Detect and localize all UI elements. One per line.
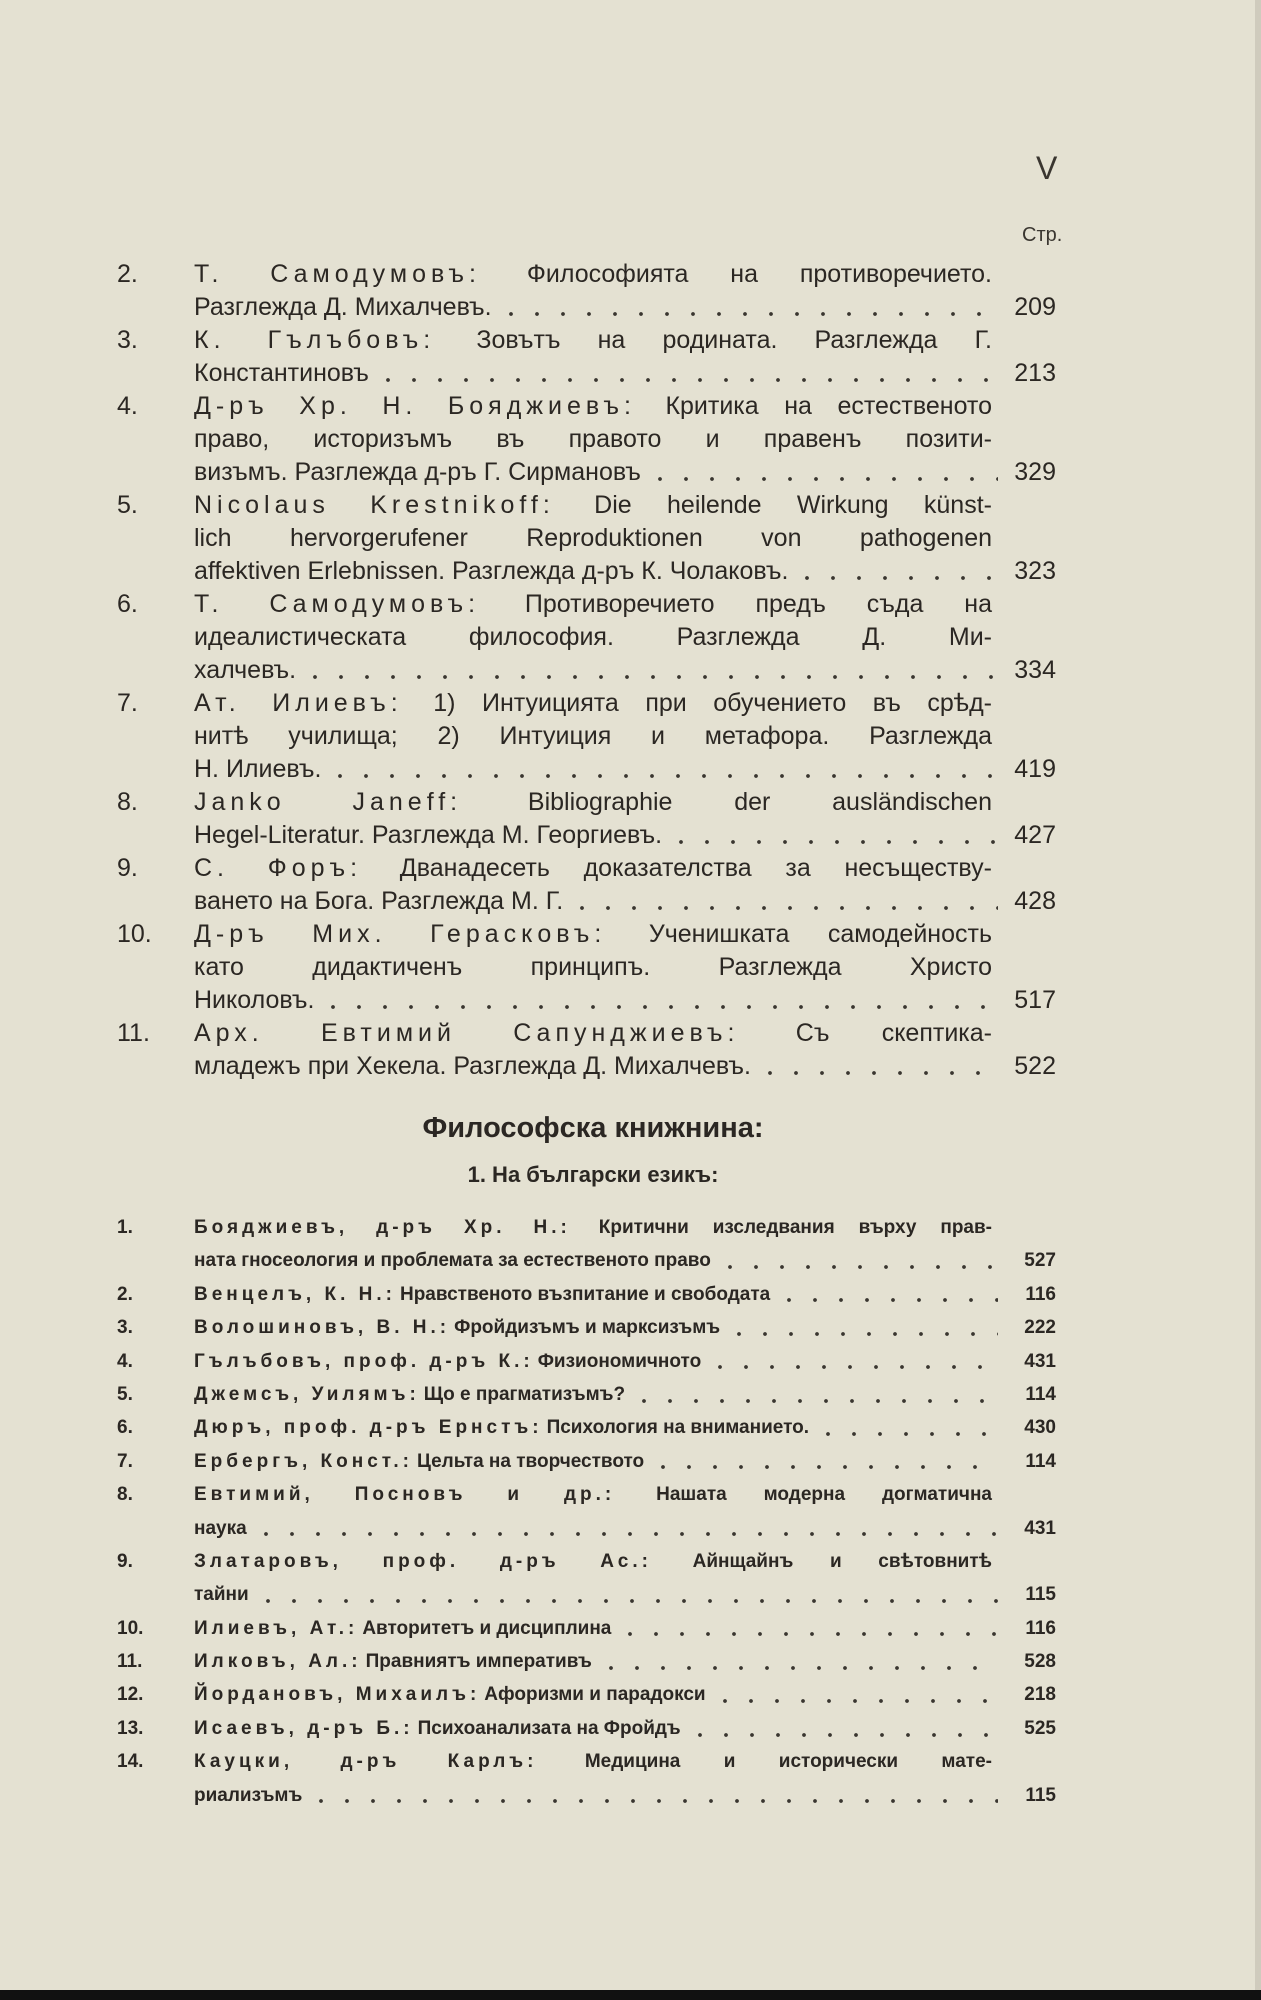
page-number: V bbox=[1036, 150, 1058, 186]
entry-title: Разглежда Д. Михалчевъ. bbox=[194, 293, 492, 321]
entry-number: 1. bbox=[117, 1217, 133, 1238]
entry-line bbox=[117, 654, 1056, 687]
list-entry bbox=[117, 1545, 1056, 1612]
entry-page: 528 bbox=[1024, 1651, 1056, 1673]
entry-title: Психология на вниманието. bbox=[546, 1417, 810, 1439]
entry-page: 431 bbox=[1024, 1350, 1056, 1372]
entry-number: 10. bbox=[117, 920, 152, 948]
entry-number: 11. bbox=[117, 1019, 150, 1047]
entry-author: Janko Janeff: bbox=[194, 788, 463, 816]
dot-leader bbox=[569, 903, 998, 913]
entry-page: 329 bbox=[1014, 458, 1056, 486]
entry-number: 9. bbox=[117, 1550, 133, 1572]
entry-page: 430 bbox=[1024, 1417, 1056, 1439]
entry-page: 431 bbox=[1024, 1517, 1056, 1539]
entry-author: Т. Самодумовъ: bbox=[194, 260, 481, 288]
entry-title: халчевъ. bbox=[194, 656, 297, 684]
entry-page: 115 bbox=[1025, 1784, 1056, 1806]
entry-title: нитѣ училища; 2) Интуиция и метафора. Разглежда bbox=[194, 722, 992, 750]
entry-number: 7. bbox=[117, 1450, 133, 1472]
entry-page: 527 bbox=[1024, 1250, 1056, 1272]
entry-author: Т. Самодумовъ: bbox=[194, 590, 481, 618]
list-entry bbox=[117, 1645, 1056, 1678]
entry-title: 1) Интуицията при обучението въ срѣд- bbox=[433, 689, 992, 717]
scan-border bbox=[0, 1990, 1261, 2000]
entry-line bbox=[117, 588, 1056, 621]
entry-author: К. Гълъбовъ: bbox=[194, 326, 436, 354]
entry-page: 323 bbox=[1014, 557, 1056, 585]
dot-leader bbox=[327, 771, 998, 781]
entry-title: наука bbox=[194, 1517, 247, 1539]
list-entry bbox=[117, 687, 1056, 786]
entry-title: Съ скептика- bbox=[795, 1019, 992, 1047]
list-entry bbox=[117, 1211, 1056, 1278]
entry-title: Що е прагматизъмъ? bbox=[423, 1383, 626, 1405]
entry-author: Илиевъ, Ат.: bbox=[194, 1617, 359, 1639]
entry-title: Критика на естественото bbox=[665, 392, 993, 420]
entry-title: Нашата модерна догматична bbox=[656, 1484, 992, 1506]
entry-title: ването на Бога. Разглежда М. Г. bbox=[194, 887, 564, 915]
dot-leader bbox=[498, 309, 998, 319]
entry-title: Die heilende Wirkung künst- bbox=[594, 491, 992, 519]
entry-author: С. Форъ: bbox=[194, 854, 363, 882]
entry-title: Авторитетъ и дисциплина bbox=[362, 1617, 612, 1639]
list-entry bbox=[117, 1678, 1056, 1711]
entry-title: младежъ при Хекела. Разглежда Д. Михалчевъ. bbox=[194, 1052, 751, 1080]
dot-leader bbox=[598, 1663, 998, 1673]
list-entry bbox=[117, 1278, 1056, 1311]
entry-title: Противоречието предъ съда на bbox=[524, 590, 992, 618]
list-entry bbox=[117, 258, 1056, 324]
list-entry bbox=[117, 390, 1056, 489]
entry-page: 213 bbox=[1014, 359, 1056, 387]
entry-author: Д-ръ Хр. Н. Бояджиевъ: bbox=[194, 392, 636, 420]
entry-line bbox=[117, 852, 1056, 885]
entry-title: Критични изследвания върху прав- bbox=[598, 1217, 992, 1238]
entry-line bbox=[117, 291, 1056, 324]
entry-number: 10. bbox=[117, 1617, 144, 1639]
entry-line bbox=[117, 1678, 1056, 1711]
dot-leader bbox=[302, 672, 998, 682]
entry-author: Исаевъ, д-ръ Б.: bbox=[194, 1717, 414, 1739]
entry-line bbox=[117, 1478, 1056, 1511]
entry-title: Дванадесеть доказателства за несъществу- bbox=[399, 854, 992, 882]
list-entry bbox=[117, 918, 1056, 1017]
entry-title: Hegel-Literatur. Разглежда М. Георгиевъ. bbox=[194, 821, 663, 849]
entry-number: 3. bbox=[117, 326, 138, 354]
entry-title: Физиономичното bbox=[537, 1350, 702, 1372]
dot-leader bbox=[647, 474, 998, 484]
dot-leader bbox=[631, 1396, 998, 1406]
list-entry bbox=[117, 786, 1056, 852]
entry-line bbox=[117, 1411, 1056, 1444]
entry-title: Цельта на творчеството bbox=[417, 1450, 645, 1472]
entry-number: 5. bbox=[117, 1383, 133, 1405]
list-entry bbox=[117, 1712, 1056, 1745]
entry-title: Н. Илиевъ. bbox=[194, 755, 322, 783]
entry-line bbox=[117, 1645, 1056, 1678]
entry-number: 11. bbox=[117, 1651, 143, 1673]
entry-line bbox=[117, 258, 1056, 291]
page-edge bbox=[1255, 0, 1261, 2000]
entry-line bbox=[117, 786, 1056, 819]
entry-title: Философията на противоречието. bbox=[526, 260, 993, 288]
entry-number: 2. bbox=[117, 1283, 133, 1305]
dot-leader bbox=[707, 1362, 998, 1372]
dot-leader bbox=[794, 573, 998, 583]
entry-line bbox=[117, 1712, 1056, 1745]
section-title: Философска книжнина: bbox=[422, 1112, 764, 1144]
entry-title: визъмъ. Разглежда д-ръ Г. Сирмановъ bbox=[194, 458, 641, 486]
list-entry bbox=[117, 1311, 1056, 1344]
entry-line bbox=[117, 951, 1056, 984]
entry-line bbox=[117, 1244, 1056, 1277]
list-entry bbox=[117, 489, 1056, 588]
entry-number: 14. bbox=[117, 1751, 144, 1773]
entry-author: Илковъ, Ал.: bbox=[194, 1651, 362, 1673]
dot-leader bbox=[712, 1696, 998, 1706]
dot-leader bbox=[320, 1002, 998, 1012]
entry-title: риализъмъ bbox=[194, 1784, 303, 1806]
entry-author: Nicolaus Krestnikoff: bbox=[194, 491, 555, 519]
page-column-header: Стр. bbox=[1022, 224, 1063, 246]
entry-author: Волошиновъ, В. Н.: bbox=[194, 1317, 451, 1339]
entry-title: Айнщайнъ и свѣтовнитѣ bbox=[692, 1550, 993, 1572]
entry-author: Джемсъ, Уилямъ: bbox=[194, 1383, 420, 1405]
entry-title: като дидактиченъ принципъ. Разглежда Христо bbox=[194, 953, 992, 981]
dot-leader bbox=[255, 1596, 998, 1606]
dot-leader bbox=[253, 1529, 998, 1539]
entry-line bbox=[117, 1050, 1056, 1083]
entry-title: Зовътъ на родината. Разглежда Г. bbox=[476, 326, 993, 354]
list-entry bbox=[117, 852, 1056, 918]
entry-page: 517 bbox=[1014, 986, 1056, 1014]
entry-author: Ат. Илиевъ: bbox=[194, 689, 403, 717]
list-entry bbox=[117, 1612, 1056, 1645]
entry-title: Ученишката самодейность bbox=[648, 920, 992, 948]
list-entry bbox=[117, 1378, 1056, 1411]
entry-author: Бояджиевъ, д-ръ Хр. Н.: bbox=[194, 1217, 571, 1238]
entry-line bbox=[117, 819, 1056, 852]
entry-title: Константиновъ bbox=[194, 359, 369, 387]
entry-line bbox=[117, 522, 1056, 555]
entry-number: 4. bbox=[117, 392, 138, 420]
entry-page: 114 bbox=[1025, 1383, 1056, 1405]
entry-page: 116 bbox=[1025, 1283, 1056, 1305]
entry-page: 419 bbox=[1014, 755, 1056, 783]
entry-number: 8. bbox=[117, 788, 138, 816]
dot-leader bbox=[617, 1629, 998, 1639]
entry-page: 115 bbox=[1025, 1584, 1056, 1606]
entry-line bbox=[117, 621, 1056, 654]
entry-line bbox=[117, 1445, 1056, 1478]
entry-title: тайни bbox=[194, 1584, 249, 1606]
entry-number: 6. bbox=[117, 1417, 133, 1439]
entry-number: 2. bbox=[117, 260, 138, 288]
dot-leader bbox=[308, 1796, 998, 1806]
entry-title: lich hervorgerufener Reproduktionen von pathogenen bbox=[194, 524, 992, 552]
entry-title: Психоанализата на Фройдъ bbox=[417, 1717, 681, 1739]
dot-leader bbox=[668, 837, 998, 847]
entry-title: Медицина и исторически мате- bbox=[584, 1751, 992, 1773]
dot-leader bbox=[687, 1730, 998, 1740]
entry-line bbox=[117, 1311, 1056, 1344]
entry-page: 428 bbox=[1014, 887, 1056, 915]
entry-page: 114 bbox=[1025, 1450, 1056, 1472]
entry-number: 3. bbox=[117, 1317, 133, 1339]
entry-line bbox=[117, 687, 1056, 720]
entry-line bbox=[117, 885, 1056, 918]
entry-author: Йордановъ, Михаилъ: bbox=[194, 1684, 481, 1706]
entry-line bbox=[117, 1578, 1056, 1611]
entry-line bbox=[117, 1378, 1056, 1411]
entry-page: 522 bbox=[1014, 1052, 1056, 1080]
list-entry bbox=[117, 1745, 1056, 1812]
entry-author: Евтимий, Посновъ и др.: bbox=[194, 1484, 616, 1506]
entry-title: Нравственото възпитание и свободата bbox=[399, 1283, 771, 1305]
entry-line bbox=[117, 1017, 1056, 1050]
entry-number: 9. bbox=[117, 854, 138, 882]
list-entry bbox=[117, 1345, 1056, 1378]
list-entry bbox=[117, 1445, 1056, 1478]
dot-leader bbox=[650, 1462, 998, 1472]
entry-line bbox=[117, 1345, 1056, 1378]
entry-line bbox=[117, 555, 1056, 588]
entry-line bbox=[117, 1278, 1056, 1311]
entry-author: Д-ръ Мих. Герасковъ: bbox=[194, 920, 607, 948]
dot-leader bbox=[375, 375, 998, 385]
dot-leader bbox=[815, 1429, 998, 1439]
entry-author: Венцелъ, К. Н.: bbox=[194, 1283, 396, 1305]
dot-leader bbox=[726, 1329, 998, 1339]
entry-line bbox=[117, 1612, 1056, 1645]
entry-title: Bibliographie der ausländischen bbox=[527, 788, 992, 816]
entry-page: 218 bbox=[1024, 1684, 1056, 1706]
entry-line bbox=[117, 984, 1056, 1017]
list-entry bbox=[117, 1017, 1056, 1083]
entry-line bbox=[117, 1745, 1056, 1778]
entry-line bbox=[117, 918, 1056, 951]
entry-number: 12. bbox=[117, 1684, 144, 1706]
entry-author: Дюръ, проф. д-ръ Ернстъ: bbox=[194, 1417, 543, 1439]
entry-line bbox=[117, 423, 1056, 456]
entry-line bbox=[117, 357, 1056, 390]
entry-author: Арх. Евтимий Сапунджиевъ: bbox=[194, 1019, 740, 1047]
entry-title: Афоризми и парадокси bbox=[484, 1684, 706, 1706]
entry-author: Златаровъ, проф. д-ръ Ас.: bbox=[194, 1550, 652, 1572]
books-list bbox=[117, 1211, 1056, 1812]
entry-page: 525 bbox=[1024, 1717, 1056, 1739]
list-entry bbox=[117, 324, 1056, 390]
entry-number: 4. bbox=[117, 1350, 133, 1372]
entry-line bbox=[117, 1545, 1056, 1578]
reviews-list bbox=[117, 258, 1056, 1083]
dot-leader bbox=[757, 1068, 998, 1078]
entry-title: идеалистическата философия. Разглежда Д. Ми- bbox=[194, 623, 992, 651]
entry-number: 6. bbox=[117, 590, 138, 618]
entry-title: Николовъ. bbox=[194, 986, 315, 1014]
entry-page: 209 bbox=[1014, 293, 1056, 321]
entry-number: 7. bbox=[117, 689, 138, 717]
entry-line bbox=[117, 390, 1056, 423]
list-entry bbox=[117, 1478, 1056, 1545]
entry-title: право, историзъмъ въ правото и правенъ позити- bbox=[194, 425, 992, 453]
list-entry bbox=[117, 588, 1056, 687]
entry-title: ната гносеология и проблемата за естественото право bbox=[194, 1250, 711, 1272]
entry-page: 427 bbox=[1014, 821, 1056, 849]
dot-leader bbox=[717, 1262, 998, 1272]
entry-line bbox=[117, 1779, 1056, 1812]
entry-title: Правниятъ императивъ bbox=[365, 1651, 592, 1673]
entry-page: 334 bbox=[1014, 656, 1056, 684]
subsection-title: 1. На български езикъ: bbox=[467, 1162, 719, 1187]
entry-line bbox=[117, 1512, 1056, 1545]
entry-author: Ербергъ, Конст.: bbox=[194, 1450, 413, 1472]
entry-number: 8. bbox=[117, 1484, 133, 1506]
entry-title: affektiven Erlebnissen. Разглежда д-ръ К. Чолаковъ. bbox=[194, 557, 789, 585]
entry-number: 13. bbox=[117, 1717, 144, 1739]
entry-title: Фройдизъмъ и марксизъмъ bbox=[454, 1317, 721, 1339]
entry-author: Гълъбовъ, проф. д-ръ К.: bbox=[194, 1350, 534, 1372]
entry-line bbox=[117, 753, 1056, 786]
entry-author: Кауцки, д-ръ Карлъ: bbox=[194, 1751, 538, 1773]
entry-line bbox=[117, 720, 1056, 753]
entry-page: 116 bbox=[1025, 1617, 1056, 1639]
entry-line bbox=[117, 489, 1056, 522]
list-entry bbox=[117, 1411, 1056, 1444]
entry-page: 222 bbox=[1024, 1317, 1056, 1339]
dot-leader bbox=[776, 1295, 998, 1305]
entry-number: 5. bbox=[117, 491, 138, 519]
entry-line bbox=[117, 456, 1056, 489]
entry-line bbox=[117, 1211, 1056, 1244]
entry-line bbox=[117, 324, 1056, 357]
